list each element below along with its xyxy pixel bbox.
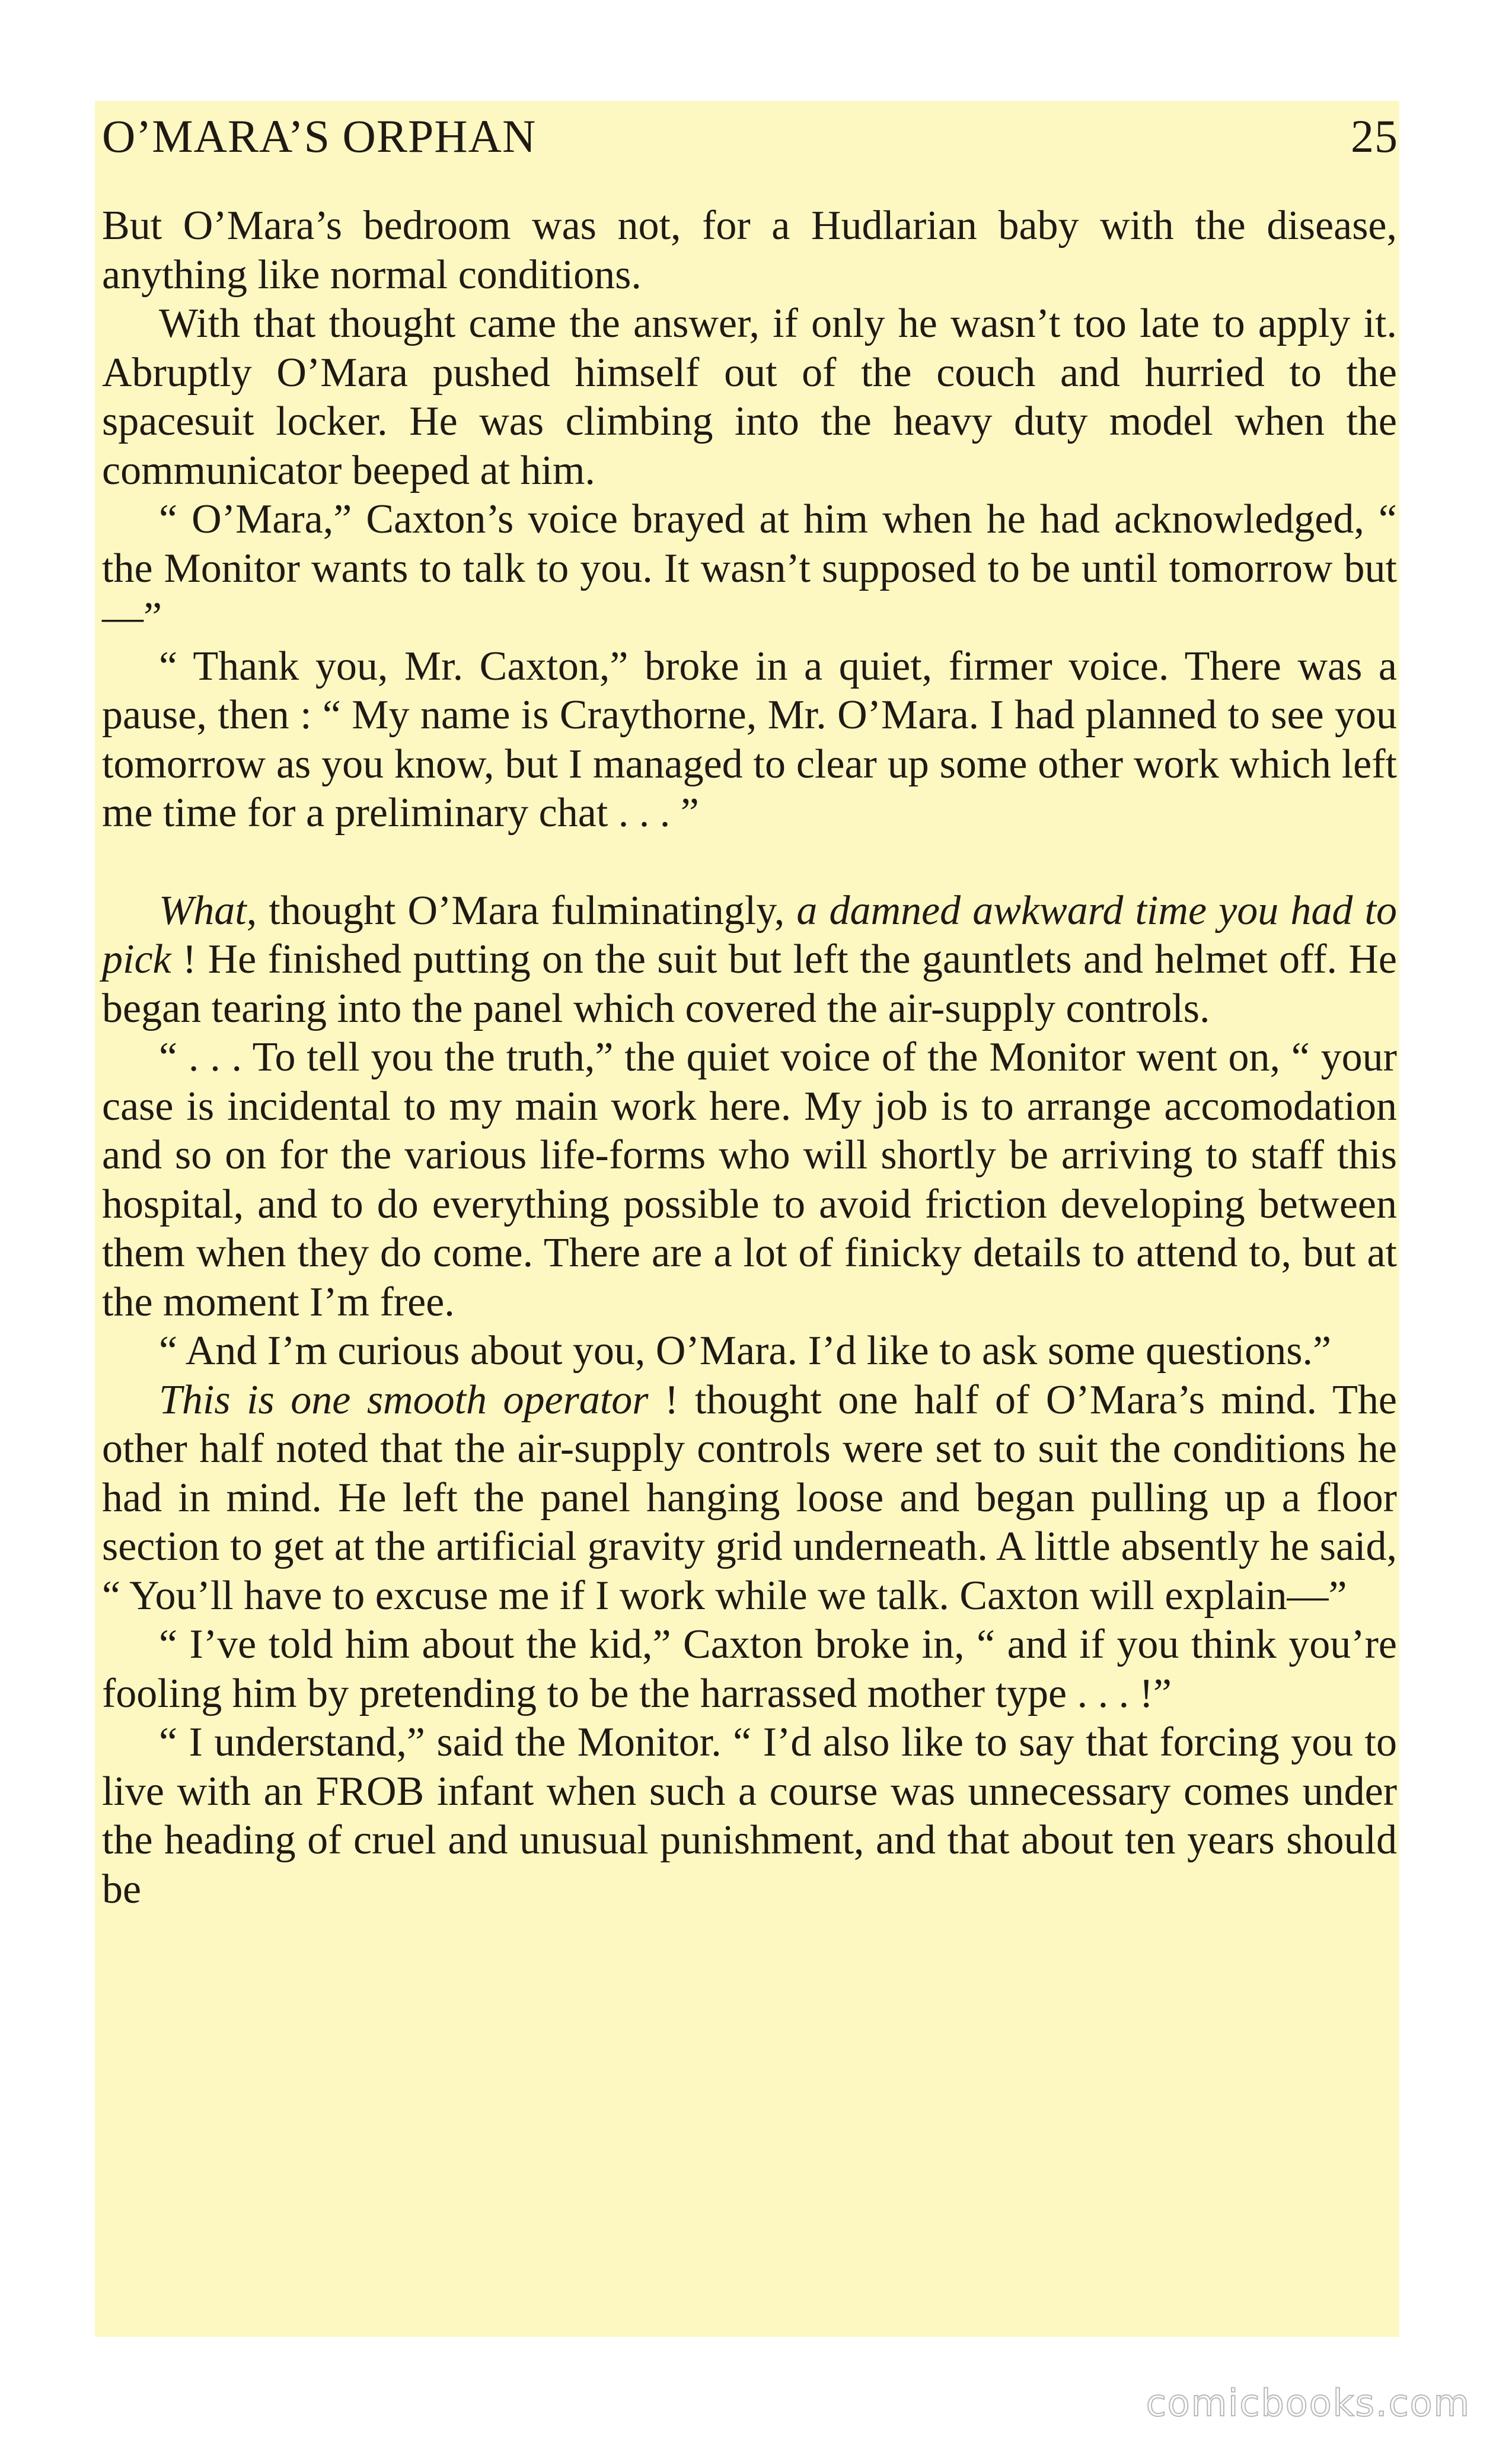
running-head: [102, 101, 1398, 172]
body-text: [102, 202, 1397, 1914]
paragraph: [102, 300, 1397, 495]
text-run: , thought O’Mara fulminatingly,: [246, 887, 797, 934]
text-run: “ I understand,” said the Monitor. “ I’d also like to say that forcing you to live with an FROB infant when such a course was unnecessary comes under the heading of cruel and unusual punishment, and that about ten years should be: [102, 1719, 1397, 1912]
paragraph: [102, 642, 1397, 838]
text-run: “ Thank you, Mr. Caxton,” broke in a quiet, firmer voice. There was a pause, then : “ My name is Craythorne, Mr. O’Mara. I had planned to see you tomorrow as you know, but I managed to clear up some other work which left me time for a preliminary chat . . . ”: [102, 643, 1397, 836]
italic-text: This is one smooth operator: [159, 1377, 649, 1423]
text-run: ! He finished putting on the suit but left the gauntlets and helmet off. He began tearing into the panel which covered the air-supply controls.: [102, 937, 1397, 1031]
text-run: “ O’Mara,” Caxton’s voice brayed at him when he had acknowledged, “ the Monitor wants to talk to you. It wasn’t supposed to be until tomorrow but—”: [102, 496, 1397, 640]
italic-text: a damned awkward time you had to pick: [102, 887, 1397, 982]
text-run: “ And I’m curious about you, O’Mara. I’d like to ask some questions.”: [159, 1328, 1332, 1374]
chapter-title: O’MARA’S ORPHAN: [102, 110, 537, 162]
paragraph: [102, 1620, 1397, 1718]
text-run: ! thought one half of O’Mara’s mind. The other half noted that the air-supply controls were set to suit the conditions he had in mind. He left the panel hanging loose and began pulling up a floor section to get at the artificial gravity grid underneath. A little absently he said, “ You’ll have to excuse me if I work while we talk. Caxton will explain—”: [102, 1377, 1397, 1619]
text-run: “ . . . To tell you the truth,” the quiet voice of the Monitor went on, “ your case is incidental to my main work here. My job is to arrange accomodation and so on for the various life-forms who will shortly be arriving to staff this hospital, and to do everything possible to avoid friction developing between them when they do come. There are a lot of finicky details to attend to, but at the moment I’m free.: [102, 1034, 1397, 1325]
text-run: With that thought came the answer, if only he wasn’t too late to apply it. Abruptly O’Mara pushed himself out of the couch and hurried to the spacesuit locker. He was climbing into the heavy duty model when the communicator beeped at him.: [102, 301, 1397, 493]
paragraph: [102, 1327, 1397, 1376]
paragraph: [102, 1376, 1397, 1621]
paragraph: [102, 1033, 1397, 1327]
watermark: comicbooks.com: [1146, 2381, 1470, 2425]
paragraph: [102, 495, 1397, 642]
paragraph: [102, 202, 1397, 300]
paragraph: [102, 1718, 1397, 1914]
page-number: 25: [1351, 110, 1398, 162]
italic-text: What: [159, 887, 247, 934]
text-run: But O’Mara’s bedroom was not, for a Hudlarian baby with the disease, anything like normal conditions.: [102, 203, 1397, 298]
paragraph: [102, 887, 1397, 1034]
text-run: “ I’ve told him about the kid,” Caxton broke in, “ and if you think you’re fooling him by pretending to be the harrassed mother type . . . !”: [102, 1622, 1397, 1716]
